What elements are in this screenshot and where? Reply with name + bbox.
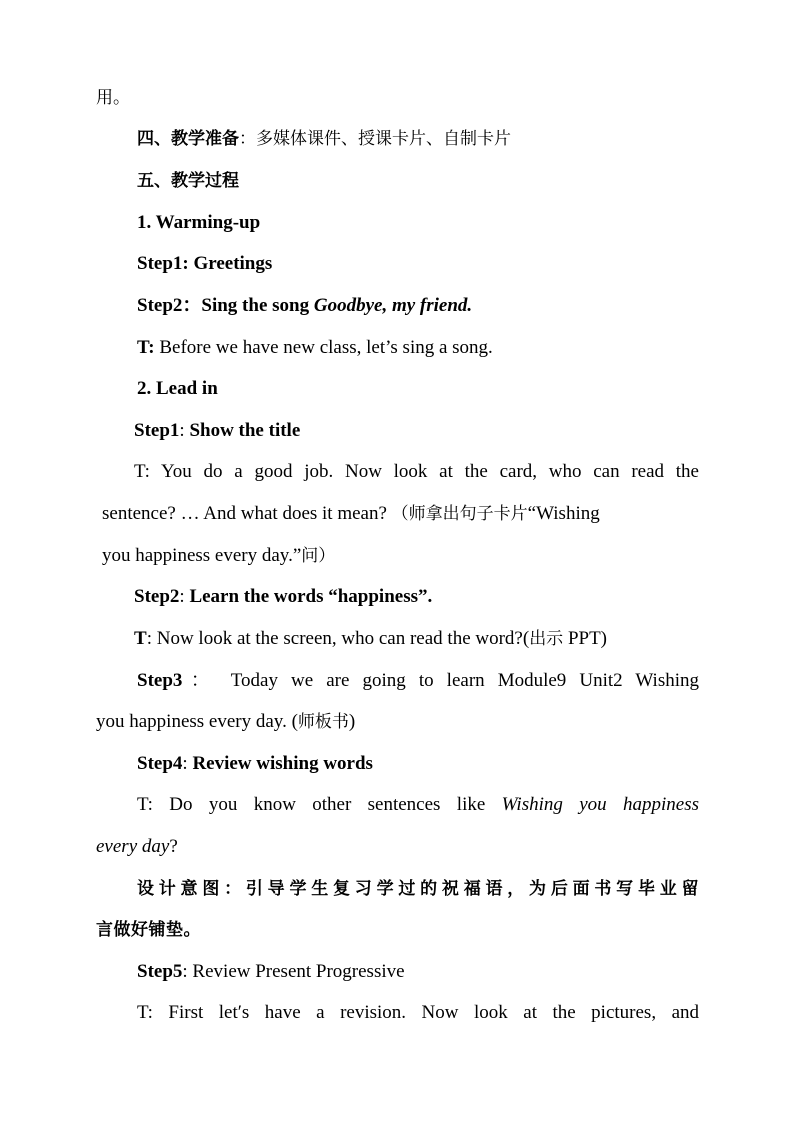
text-line bbox=[137, 336, 493, 360]
text-span: Step4 bbox=[137, 753, 183, 774]
step-heading bbox=[137, 252, 272, 276]
text-span: Before we have new class, let’s sing a song. bbox=[154, 337, 493, 358]
step-heading bbox=[137, 752, 373, 776]
text-line bbox=[134, 627, 607, 651]
text-span: : Review Present Progressive bbox=[182, 961, 405, 982]
text-line bbox=[96, 710, 355, 734]
text-line bbox=[137, 793, 699, 817]
text-span: 出示 bbox=[529, 629, 564, 649]
text-line bbox=[137, 669, 699, 693]
heading-text: 1. Warming-up bbox=[137, 212, 261, 233]
text-line bbox=[102, 502, 699, 526]
design-intent-note bbox=[96, 918, 201, 942]
text-span: 用。 bbox=[96, 88, 130, 108]
heading-text: 四、教学准备 bbox=[137, 129, 239, 149]
step-heading bbox=[134, 419, 300, 443]
text-span: T: First let′s have a revision. Now look at the pictures, and bbox=[137, 1002, 699, 1023]
text-span: Step2：Sing the song bbox=[137, 295, 314, 316]
text-span: Wishing you happiness bbox=[501, 794, 699, 815]
text-span: “Wishing bbox=[527, 503, 600, 524]
text-line bbox=[96, 86, 130, 110]
text-span: sentence? … And what does it mean? bbox=[102, 503, 392, 524]
text-span: ) bbox=[348, 711, 356, 732]
text-span: 问） bbox=[301, 546, 336, 566]
text-span: ：多媒体课件、授课卡片、自制卡片 bbox=[239, 129, 511, 149]
text-span: : Now look at the screen, who can read the word?( bbox=[146, 628, 530, 649]
text-span: ? bbox=[169, 836, 178, 857]
text-line bbox=[137, 1001, 699, 1025]
text-span: Review wishing words bbox=[192, 753, 373, 774]
text-span: Step1 bbox=[134, 420, 180, 441]
text-span: you happiness every day. ( bbox=[96, 711, 298, 732]
step-heading bbox=[134, 585, 432, 609]
text-span: : bbox=[179, 586, 190, 607]
text-span: you happiness every day.” bbox=[102, 545, 302, 566]
text-span: 言做好铺垫。 bbox=[96, 920, 201, 940]
subsection-heading bbox=[137, 377, 218, 401]
text-span: 设计意图：引导学生复习学过的祝福语，为后面书写毕业留 bbox=[137, 879, 699, 899]
speaker-label: T: bbox=[137, 337, 155, 358]
text-span: Step2 bbox=[134, 586, 180, 607]
text-span: T: You do a good job. Now look at the card, who can read the bbox=[134, 461, 699, 482]
subsection-heading bbox=[137, 211, 260, 235]
section-heading bbox=[137, 127, 511, 151]
section-heading bbox=[137, 169, 239, 193]
heading-text: 五、教学过程 bbox=[137, 171, 239, 191]
step-heading bbox=[137, 960, 405, 984]
speaker-label: T bbox=[134, 628, 147, 649]
text-span: ： Today we are going to learn Module9 Unit2 Wishing bbox=[182, 670, 699, 691]
heading-text: 2. Lead in bbox=[137, 378, 218, 399]
text-span: Learn the words “happiness”. bbox=[189, 586, 433, 607]
text-span: every day bbox=[96, 836, 170, 857]
text-span: PPT) bbox=[563, 628, 608, 649]
text-span: （师拿出句子卡片 bbox=[391, 504, 528, 524]
text-line bbox=[102, 544, 335, 568]
text-span: Step3 bbox=[137, 670, 183, 691]
text-span: : bbox=[182, 753, 193, 774]
text-span: 师板书 bbox=[297, 712, 349, 732]
heading-text: Step1: Greetings bbox=[137, 253, 273, 274]
text-line bbox=[134, 460, 699, 484]
text-span: T: Do you know other sentences like bbox=[137, 794, 502, 815]
song-title: Goodbye, my friend. bbox=[313, 295, 473, 316]
text-span: Step5 bbox=[137, 961, 183, 982]
text-line bbox=[96, 835, 178, 859]
text-span: : bbox=[179, 420, 190, 441]
step-heading bbox=[137, 294, 472, 318]
text-span: Show the title bbox=[189, 420, 301, 441]
design-intent-note bbox=[137, 877, 699, 901]
